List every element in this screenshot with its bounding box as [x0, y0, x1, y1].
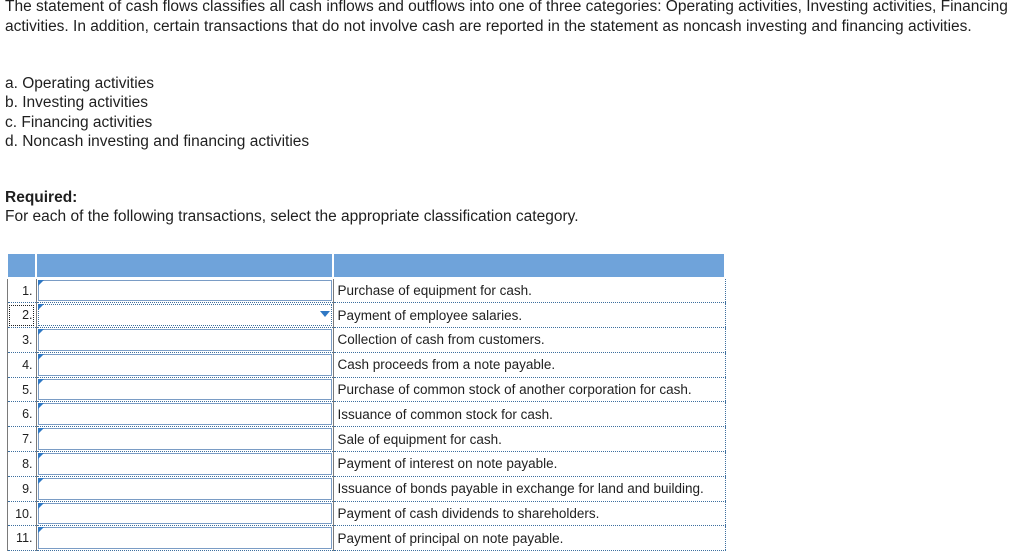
option-operating: a. Operating activities — [5, 75, 155, 92]
classification-dropdown[interactable] — [36, 526, 333, 551]
classification-dropdown[interactable] — [36, 402, 333, 427]
header-description-cell — [333, 253, 725, 278]
option-investing: b. Investing activities — [5, 94, 149, 112]
dropdown-value[interactable] — [38, 453, 332, 475]
transaction-description: Sale of equipment for cash. — [333, 427, 725, 452]
classification-dropdown[interactable] — [36, 427, 333, 452]
corner-flag-icon — [38, 503, 44, 509]
row-number: 1. — [7, 278, 36, 303]
corner-flag-icon — [38, 478, 44, 484]
row-number: 5. — [7, 377, 36, 402]
header-selection-cell — [36, 253, 333, 278]
corner-flag-icon — [38, 428, 44, 434]
classification-dropdown[interactable] — [36, 303, 333, 328]
chevron-down-icon[interactable] — [320, 311, 330, 317]
row-number: 11. — [7, 526, 36, 551]
dropdown-value[interactable] — [38, 280, 332, 301]
transaction-description: Payment of interest on note payable. — [333, 452, 725, 477]
required-heading: Required: — [5, 189, 78, 206]
row-number: 7. — [7, 427, 36, 452]
question-intro: The statement of cash flows classifies all cash inflows and outflows into one of three categories: Operating activities, Investing activities, Financing activities. In addition, certain transactions that do not involve cash are reported in the statement as noncash investing and financing activities. — [5, 0, 1008, 35]
classification-dropdown[interactable] — [36, 501, 333, 526]
option-financing: c. Financing activities — [5, 113, 153, 131]
category-options-list — [5, 74, 309, 152]
transaction-description: Purchase of common stock of another corporation for cash. — [333, 377, 725, 402]
table-row — [7, 452, 725, 477]
transaction-description: Purchase of equipment for cash. — [333, 278, 725, 303]
classification-dropdown[interactable] — [36, 328, 333, 353]
option-noncash: d. Noncash investing and financing activities — [5, 133, 310, 151]
classification-table — [6, 252, 726, 551]
corner-flag-icon — [38, 329, 44, 335]
dropdown-value[interactable] — [38, 503, 332, 525]
classification-dropdown[interactable] — [36, 352, 333, 377]
dropdown-value[interactable] — [38, 527, 332, 549]
table-row — [7, 303, 725, 328]
row-number: 2. — [7, 303, 36, 328]
dropdown-value[interactable] — [38, 428, 332, 450]
table-row — [7, 402, 725, 427]
row-number: 10. — [7, 501, 36, 526]
transaction-description: Issuance of common stock for cash. — [333, 402, 725, 427]
table-row — [7, 501, 725, 526]
table-header-row — [7, 253, 725, 278]
dropdown-value[interactable] — [38, 329, 332, 351]
transaction-description: Cash proceeds from a note payable. — [333, 352, 725, 377]
dropdown-value[interactable] — [38, 403, 332, 425]
table-row — [7, 278, 725, 303]
row-number: 3. — [7, 328, 36, 353]
transaction-description: Payment of employee salaries. — [333, 303, 725, 328]
row-number: 4. — [7, 352, 36, 377]
corner-flag-icon — [38, 354, 44, 360]
classification-dropdown[interactable] — [36, 278, 333, 303]
table-row — [7, 377, 725, 402]
table-row — [7, 526, 725, 551]
corner-flag-icon — [38, 280, 44, 286]
header-number-cell — [7, 253, 36, 278]
dropdown-value[interactable] — [38, 304, 332, 326]
transaction-description: Payment of principal on note payable. — [333, 526, 725, 551]
table-row — [7, 328, 725, 353]
table-row — [7, 427, 725, 452]
classification-dropdown[interactable] — [36, 377, 333, 402]
transaction-description: Collection of cash from customers. — [333, 328, 725, 353]
classification-dropdown[interactable] — [36, 452, 333, 477]
row-number: 8. — [7, 452, 36, 477]
corner-flag-icon — [38, 304, 44, 310]
required-instructions: For each of the following transactions, select the appropriate classification category. — [5, 208, 579, 225]
dropdown-value[interactable] — [38, 379, 332, 401]
transaction-description: Payment of cash dividends to shareholders. — [333, 501, 725, 526]
classification-dropdown[interactable] — [36, 476, 333, 501]
row-number: 6. — [7, 402, 36, 427]
corner-flag-icon — [38, 379, 44, 385]
transaction-description: Issuance of bonds payable in exchange for land and building. — [333, 476, 725, 501]
dropdown-value[interactable] — [38, 354, 332, 376]
row-number: 9. — [7, 476, 36, 501]
dropdown-value[interactable] — [38, 478, 332, 500]
corner-flag-icon — [38, 527, 44, 533]
table-row — [7, 352, 725, 377]
corner-flag-icon — [38, 403, 44, 409]
table-row — [7, 476, 725, 501]
corner-flag-icon — [38, 453, 44, 459]
